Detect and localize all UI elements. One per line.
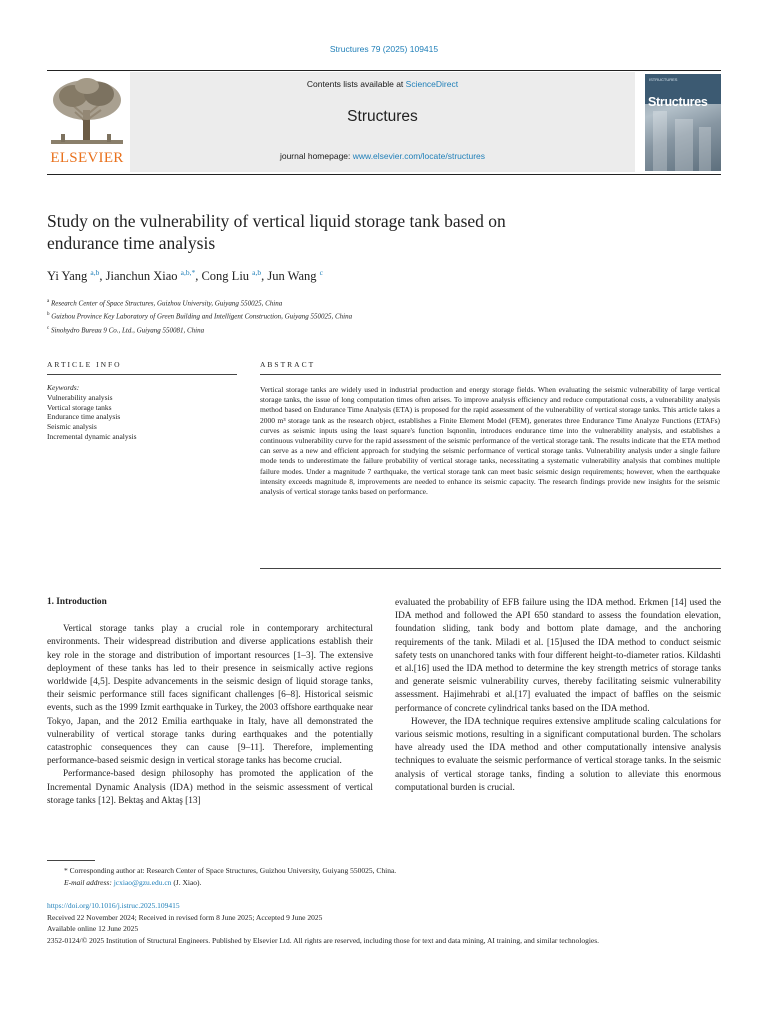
- author-affiliation-sup[interactable]: a,b: [90, 268, 100, 277]
- homepage-prefix: journal homepage:: [279, 151, 353, 161]
- copyright-notice: 2352-0124/© 2025 Institution of Structural Engineers. Published by Elsevier Ltd. All rights are reserved, including those for text and data mining, AI training, and similar technologies.: [47, 935, 600, 945]
- article-title: [47, 210, 607, 254]
- received-dates: Received 22 November 2024; Received in revised form 8 June 2025; Accepted 9 June 2025: [47, 912, 323, 922]
- body-paragraph: However, the IDA technique requires extensive amplitude scaling calculations for various seismic motions, resulting in a significant computational burden. The scholars have already used the IDA method and other computationally intensive analysis techniques to evaluate the seismic performance of vertical storage tanks. In the seismic analysis of vertical storage tanks, finding a solution to alleviate this enormous computational burden is crucial.: [395, 716, 721, 793]
- journal-homepage-link[interactable]: www.elsevier.com/locate/structures: [352, 151, 486, 161]
- keyword-item: Vulnerability analysis: [47, 392, 113, 402]
- affiliation-text: Research Center of Space Structures, Guizhou University, Guiyang 550025, China: [50, 299, 283, 308]
- header-top-rule: [47, 70, 721, 71]
- affiliation-item: [47, 323, 647, 336]
- body-paragraph: Performance-based design philosophy has promoted the application of the Incremental Dynamic Analysis (IDA) method in the seismic assessment of vertical storage tanks [12]. Bektaş and Aktaş [13]: [47, 769, 373, 806]
- keyword-item: Seismic analysis: [47, 422, 97, 432]
- affiliation-text: Sinohydro Bureau 9 Co., Ltd., Guiyang 550081, China: [50, 325, 205, 334]
- footnote-rule: [47, 860, 95, 861]
- journal-cover-image: [645, 74, 721, 171]
- sciencedirect-link[interactable]: ScienceDirect: [405, 79, 459, 89]
- affiliation-marker: c: [47, 325, 50, 331]
- author-list: [47, 268, 647, 284]
- author-separator: ,: [195, 269, 202, 284]
- abstract-rule: [260, 374, 721, 375]
- body-left-column: [47, 592, 373, 808]
- body-paragraph: Vertical storage tanks play a crucial role in contemporary architectural environments. Their widespread distribution and diverse applications establish their key role in the storage and distribution of important resources [1–3]. The extensive deployment of these tanks has led to their presence in seismically active regions worldwide [4,5]. Despite advancements in the seismic design of liquid storage tanks, their seismic performance still faces significant challenges [6–8]. Historical seismic events, such as the 1999 Izmit earthquake in Turkey, the 2003 offshore earthquake near Tokyo, Japan, and the 2012 Emilia earthquake in Italy, have all demonstrated the vulnerability of vertical storage tanks during earthquakes and the potentially catastrophic consequences they can cause [9–11]. Therefore, implementing performance-based seismic design in vertical storage tanks has become crucial.: [47, 624, 373, 767]
- email-suffix: (J. Xiao).: [171, 878, 202, 887]
- author-affiliation-sup[interactable]: c: [319, 268, 323, 277]
- section-heading-introduction: 1. Introduction: [47, 597, 107, 607]
- cover-building-shape: [699, 127, 711, 171]
- body-right-column: [395, 597, 721, 795]
- article-info-heading: ARTICLE INFO: [47, 360, 122, 369]
- journal-homepage-line: [130, 151, 635, 161]
- publication-info: [47, 900, 727, 946]
- author-name[interactable]: Jun Wang: [267, 269, 317, 284]
- contents-line: [130, 79, 635, 89]
- contents-prefix: Contents lists available at: [306, 79, 406, 89]
- author-name[interactable]: Jianchun Xiao: [105, 269, 178, 284]
- title-line-2: endurance time analysis: [47, 233, 216, 253]
- affiliation-text: Guizhou Province Key Laboratory of Green Building and Intelligent Construction, Guiyang 550025, China: [51, 312, 353, 321]
- affiliation-list: [47, 296, 647, 336]
- header-bottom-rule: [47, 174, 721, 175]
- available-online-date: Available online 12 June 2025: [47, 924, 139, 933]
- email-label: E-mail address:: [64, 878, 114, 887]
- email-line: [47, 877, 727, 889]
- footnote-block: [47, 865, 727, 889]
- affiliation-marker: a: [47, 299, 50, 304]
- corresponding-author-note: * Corresponding author at: Research Center of Space Structures, Guizhou University, Guiyang 550025, China.: [64, 866, 397, 875]
- keywords-label: Keywords:: [47, 383, 80, 392]
- keyword-item: Incremental dynamic analysis: [47, 431, 137, 441]
- article-info-rule: [47, 374, 237, 375]
- cover-title: Structures: [648, 95, 708, 109]
- keyword-item: Vertical storage tanks: [47, 402, 112, 412]
- email-link[interactable]: jcxiao@gzu.edu.cn: [113, 878, 172, 887]
- cover-building-shape: [675, 119, 693, 171]
- abstract-text: Vertical storage tanks are widely used in industrial production and energy storage fields. When evaluating the seismic vulnerability of large vertical storage tanks, the issue of long computation times often arises. To improve analysis efficiency and reduce computational costs, a vulnerability analysis method based on Endurance Time Analysis (ETA) is proposed for the rapid assessment of the vulnerability of vertical storage tanks. This article takes a 2000 m³ storage tank as the research object, establishes a Finite Element Model (FEM), generates three Endurance Time Analyze Functions (ETAFs) curves as seismic inputs using the least square's function lsqnonlin, introduces endurance time into the vulnerability analysis, and establishes a continuous vulnerability curve for the rapid assessment of the seismic performance of the vertical storage tank. The results indicate that the ETA method can serve as a new and efficient approach for studying the seismic performance of vertical storage tanks. Vulnerability analysis under a single failure mode tends to underestimate the failure probability of vertical storage tanks, necessitating a systematic vulnerability analysis that combines multiple failure modes. Under a magnitude 7 earthquake, the vertical storage tank can meet basic seismic design requirements; however, when the earthquake intensity exceeds magnitude 8, improvements are needed to enhance its seismic capacity. The research findings provide new insights for the seismic analysis of vertical storage tanks based on performance.: [260, 385, 720, 497]
- journal-name: Structures: [347, 108, 418, 125]
- author-affiliation-sup[interactable]: a,b: [252, 268, 262, 277]
- author-separator: ,: [99, 269, 106, 284]
- author-name[interactable]: Cong Liu: [201, 269, 250, 284]
- cover-building-shape: [653, 111, 667, 171]
- abstract-heading: ABSTRACT: [260, 360, 316, 369]
- keyword-item: Endurance time analysis: [47, 412, 121, 422]
- affiliation-marker: b: [47, 312, 50, 318]
- affiliation-item: [47, 309, 647, 322]
- author-affiliation-sup[interactable]: a,b,*: [180, 268, 196, 277]
- title-line-1: Study on the vulnerability of vertical liquid storage tank based on: [47, 211, 506, 231]
- doi-link[interactable]: https://doi.org/10.1016/j.istruc.2025.109415: [47, 901, 180, 910]
- cover-small-text: ISTRUCTURES: [649, 77, 678, 82]
- abstract-end-rule: [260, 568, 721, 569]
- body-paragraph: evaluated the probability of EFB failure using the IDA method. Erkmen [14] used the IDA method and followed the API 650 standard to assess the foundation elevation, foundation sliding, tank body and bottom plate damage, and the anchoring requirements of the tank. Miladi et al. [15]used the IDA method to conduct seismic safety tests on unanchored tanks with four different height-to-diameter ratios. Kildashti et al.[16] used the IDA method to determine the key strength metrics of storage tanks and generate seismic vulnerability curves, thereby facilitating seismic vulnerability assessment. Hajimehrabi et al.[17] evaluated the impact of baffles on the seismic performance of concrete cylindrical tanks based on the IDA method.: [395, 598, 721, 714]
- author-separator: ,: [261, 269, 268, 284]
- author-name[interactable]: Yi Yang: [47, 269, 88, 284]
- keywords-block: [47, 383, 237, 442]
- journal-reference-link[interactable]: Structures 79 (2025) 109415: [329, 44, 439, 54]
- elsevier-logo-text: ELSEVIER: [50, 150, 124, 166]
- affiliation-item: [47, 296, 647, 309]
